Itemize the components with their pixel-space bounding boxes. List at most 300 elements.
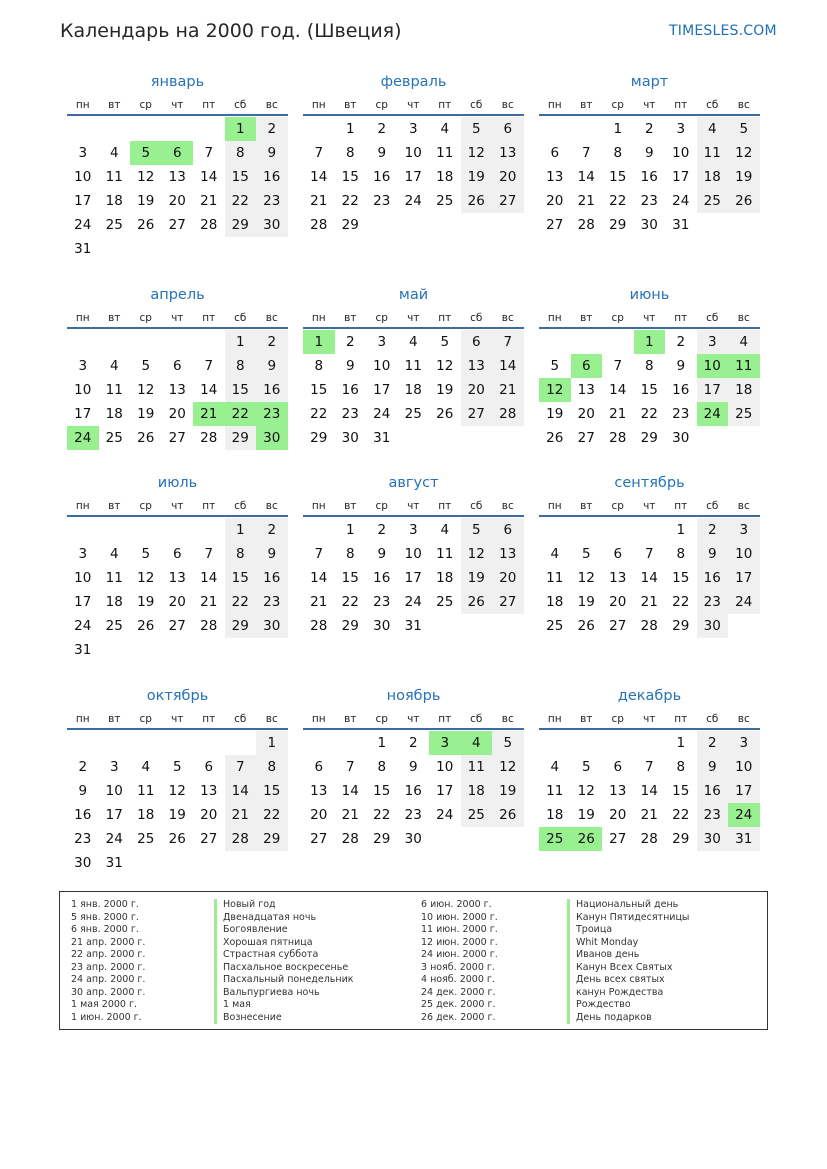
day-cell: 20: [168, 594, 186, 610]
day-cell: 6: [492, 117, 524, 141]
day-cell: 14: [310, 169, 328, 185]
day-cell: 20: [492, 165, 524, 189]
day-cell: 28: [310, 618, 328, 634]
day-cell: 19: [492, 779, 524, 803]
day-cell: 25: [404, 406, 422, 422]
day-cell: 17: [74, 193, 92, 209]
weekday-header: [539, 95, 760, 116]
day-cell: 26: [492, 803, 524, 827]
day-cell: 16: [341, 382, 359, 398]
weekday-label: пт: [438, 712, 452, 725]
day-cell: 28: [200, 618, 218, 634]
day-cell: 5: [728, 117, 760, 141]
weekday-label: ср: [375, 311, 388, 324]
day-cell: 8: [644, 358, 654, 374]
weekday-label: чт: [407, 98, 420, 111]
holiday-day-cell: 21: [193, 402, 225, 426]
day-cell: 18: [105, 406, 123, 422]
day-cell: 31: [74, 241, 92, 257]
day-cell: 12: [492, 755, 524, 779]
day-cell: 28: [492, 402, 524, 426]
day-cell: 27: [168, 618, 186, 634]
day-cell: 15: [609, 169, 627, 185]
weekday-label: сб: [234, 311, 247, 324]
day-cell: 10: [728, 755, 760, 779]
day-cell: 13: [168, 169, 186, 185]
day-cell: 23: [341, 406, 359, 422]
weekday-label: вт: [108, 311, 121, 324]
month-block: [303, 71, 524, 237]
day-cell: 2: [676, 334, 686, 350]
day-cell: 9: [377, 546, 387, 562]
day-cell: 11: [546, 570, 564, 586]
day-cell: 9: [697, 542, 729, 566]
day-cell: 15: [672, 783, 690, 799]
day-cell: 27: [310, 831, 328, 847]
day-cell: 4: [408, 334, 418, 350]
day-cell: 30: [404, 831, 422, 847]
weekday-header: [539, 496, 760, 517]
weekday-header: [67, 95, 288, 116]
empty-cell: [634, 518, 666, 542]
day-cell: 28: [225, 827, 257, 851]
days-grid: [303, 731, 524, 851]
day-cell: 23: [373, 594, 391, 610]
day-cell: 19: [577, 807, 595, 823]
day-cell: 3: [377, 334, 387, 350]
empty-cell: [193, 117, 225, 141]
day-cell: 12: [436, 358, 454, 374]
day-cell: 6: [613, 759, 623, 775]
weekday-label: пт: [438, 311, 452, 324]
days-grid: [539, 330, 760, 450]
day-cell: 19: [728, 165, 760, 189]
holiday-date: 4 нояб. 2000 г.: [421, 974, 495, 985]
weekday-label: сб: [706, 311, 719, 324]
day-cell: 1: [613, 121, 623, 137]
day-cell: 11: [461, 755, 493, 779]
day-cell: 16: [373, 570, 391, 586]
day-cell: 16: [697, 566, 729, 590]
holiday-date: 22 апр. 2000 г.: [71, 949, 146, 960]
weekday-label: ср: [611, 712, 624, 725]
day-cell: 2: [78, 759, 88, 775]
day-cell: 13: [200, 783, 218, 799]
day-cell: 7: [644, 546, 654, 562]
empty-cell: [99, 731, 131, 755]
day-cell: 20: [492, 566, 524, 590]
day-cell: 26: [577, 618, 595, 634]
day-cell: 11: [697, 141, 729, 165]
empty-cell: [130, 117, 162, 141]
weekday-label: сб: [234, 499, 247, 512]
day-cell: 10: [404, 145, 422, 161]
day-cell: 23: [697, 590, 729, 614]
day-cell: 4: [109, 145, 119, 161]
day-cell: 14: [225, 779, 257, 803]
weekday-label: сб: [234, 98, 247, 111]
weekday-label: ср: [375, 98, 388, 111]
day-cell: 1: [345, 522, 355, 538]
day-cell: 28: [609, 430, 627, 446]
day-cell: 8: [345, 145, 355, 161]
empty-cell: [67, 330, 99, 354]
holiday-day-cell: 11: [728, 354, 760, 378]
weekday-label: ср: [139, 311, 152, 324]
weekday-label: пт: [674, 311, 688, 324]
days-grid: [303, 117, 524, 237]
weekday-label: ср: [375, 499, 388, 512]
day-cell: 3: [728, 518, 760, 542]
day-cell: 29: [225, 614, 257, 638]
day-cell: 17: [436, 783, 454, 799]
day-cell: 29: [256, 827, 288, 851]
day-cell: 29: [225, 213, 257, 237]
day-cell: 5: [172, 759, 182, 775]
day-cell: 15: [341, 570, 359, 586]
day-cell: 21: [310, 193, 328, 209]
day-cell: 17: [74, 594, 92, 610]
weekday-label: сб: [470, 499, 483, 512]
day-cell: 9: [377, 145, 387, 161]
weekday-label: сб: [706, 98, 719, 111]
holiday-day-cell: 5: [130, 141, 162, 165]
day-cell: 17: [697, 378, 729, 402]
day-cell: 15: [256, 779, 288, 803]
day-cell: 26: [436, 406, 454, 422]
day-cell: 20: [609, 807, 627, 823]
day-cell: 1: [256, 731, 288, 755]
day-cell: 30: [697, 827, 729, 851]
empty-cell: [99, 330, 131, 354]
empty-cell: [602, 731, 634, 755]
empty-cell: [602, 518, 634, 542]
day-cell: 13: [492, 141, 524, 165]
weekday-header: [303, 496, 524, 517]
day-cell: 12: [461, 542, 493, 566]
day-cell: 8: [377, 759, 387, 775]
weekday-label: чт: [171, 98, 184, 111]
empty-cell: [571, 117, 603, 141]
empty-cell: [162, 731, 194, 755]
day-cell: 25: [105, 217, 123, 233]
holiday-day-cell: 3: [429, 731, 461, 755]
holiday-names-right: [567, 899, 689, 1024]
weekday-label: вс: [737, 98, 750, 111]
days-grid: [67, 731, 288, 875]
month-block: [67, 71, 288, 261]
weekday-label: вт: [580, 712, 593, 725]
day-cell: 7: [204, 546, 214, 562]
day-cell: 11: [546, 783, 564, 799]
day-cell: 16: [256, 566, 288, 590]
day-cell: 29: [373, 831, 391, 847]
day-cell: 26: [546, 430, 564, 446]
day-cell: 2: [697, 518, 729, 542]
holiday-date: 26 дек. 2000 г.: [421, 1011, 496, 1023]
day-cell: 5: [492, 731, 524, 755]
day-cell: 29: [672, 618, 690, 634]
day-cell: 22: [341, 594, 359, 610]
holiday-day-cell: 4: [461, 731, 493, 755]
day-cell: 29: [640, 430, 658, 446]
empty-cell: [130, 330, 162, 354]
day-cell: 15: [672, 570, 690, 586]
month-block: [67, 472, 288, 662]
weekday-label: вс: [737, 311, 750, 324]
holiday-day-cell: 1: [634, 330, 666, 354]
holiday-names-left: [214, 899, 354, 1024]
day-cell: 21: [200, 193, 218, 209]
day-cell: 20: [609, 594, 627, 610]
day-cell: 6: [172, 546, 182, 562]
day-cell: 3: [78, 145, 88, 161]
day-cell: 26: [137, 618, 155, 634]
day-cell: 27: [200, 831, 218, 847]
holiday-name: Иванов день: [567, 949, 689, 962]
weekday-label: вс: [265, 712, 278, 725]
weekday-header: [67, 496, 288, 517]
day-cell: 11: [105, 570, 123, 586]
holiday-date: 21 апр. 2000 г.: [71, 936, 146, 948]
day-cell: 2: [377, 121, 387, 137]
day-cell: 22: [373, 807, 391, 823]
days-grid: [303, 518, 524, 638]
weekday-header: [539, 709, 760, 730]
day-cell: 11: [436, 546, 454, 562]
day-cell: 13: [168, 570, 186, 586]
weekday-label: ср: [611, 311, 624, 324]
day-cell: 25: [137, 831, 155, 847]
day-cell: 15: [225, 566, 257, 590]
day-cell: 7: [314, 546, 324, 562]
day-cell: 6: [550, 145, 560, 161]
holiday-day-cell: 1: [303, 330, 335, 354]
holiday-day-cell: 6: [571, 354, 603, 378]
day-cell: 14: [577, 169, 595, 185]
empty-cell: [335, 731, 367, 755]
empty-cell: [571, 518, 603, 542]
day-cell: 15: [225, 378, 257, 402]
day-cell: 8: [676, 546, 686, 562]
day-cell: 23: [256, 189, 288, 213]
holiday-day-cell: 30: [256, 426, 288, 450]
weekday-label: пт: [202, 98, 216, 111]
day-cell: 18: [461, 779, 493, 803]
day-cell: 22: [672, 594, 690, 610]
day-cell: 25: [436, 193, 454, 209]
days-grid: [67, 330, 288, 450]
day-cell: 17: [105, 807, 123, 823]
empty-cell: [539, 518, 571, 542]
day-cell: 28: [200, 430, 218, 446]
day-cell: 15: [225, 165, 257, 189]
day-cell: 27: [492, 189, 524, 213]
day-cell: 23: [697, 803, 729, 827]
day-cell: 12: [577, 783, 595, 799]
month-block: [539, 71, 760, 237]
day-cell: 27: [546, 217, 564, 233]
day-cell: 28: [640, 618, 658, 634]
holiday-name: Вальпургиева ночь: [214, 987, 354, 1000]
day-cell: 7: [644, 759, 654, 775]
holiday-name: Канун Всех Святых: [567, 962, 689, 975]
holiday-date: 24 апр. 2000 г.: [71, 974, 146, 985]
day-cell: 17: [74, 406, 92, 422]
day-cell: 25: [461, 803, 493, 827]
day-cell: 18: [436, 169, 454, 185]
weekday-label: вс: [501, 712, 514, 725]
day-cell: 8: [345, 546, 355, 562]
day-cell: 4: [440, 121, 450, 137]
weekday-label: пт: [438, 98, 452, 111]
day-cell: 20: [546, 193, 564, 209]
weekday-header: [539, 308, 760, 329]
day-cell: 2: [256, 117, 288, 141]
holiday-date: 6 июн. 2000 г.: [421, 899, 492, 910]
holiday-date: 1 июн. 2000 г.: [71, 1011, 142, 1023]
weekday-label: пн: [75, 311, 90, 324]
day-cell: 13: [577, 382, 595, 398]
day-cell: 29: [609, 217, 627, 233]
holiday-name: Пасхальный понедельник: [214, 974, 354, 987]
holiday-day-cell: 24: [697, 402, 729, 426]
day-cell: 21: [640, 807, 658, 823]
holiday-name: Рождество: [567, 999, 689, 1012]
day-cell: 24: [74, 217, 92, 233]
day-cell: 21: [341, 807, 359, 823]
holiday-date: 10 июн. 2000 г.: [421, 911, 498, 923]
site-link[interactable]: TIMESLES.COM: [669, 23, 777, 39]
holiday-date: 24 июн. 2000 г.: [421, 949, 498, 960]
day-cell: 14: [609, 382, 627, 398]
day-cell: 25: [728, 402, 760, 426]
day-cell: 22: [341, 193, 359, 209]
day-cell: 7: [204, 358, 214, 374]
month-title: ноябрь: [386, 688, 441, 704]
day-cell: 10: [373, 358, 391, 374]
weekday-label: вт: [108, 712, 121, 725]
day-cell: 1: [225, 330, 257, 354]
day-cell: 23: [256, 590, 288, 614]
day-cell: 10: [105, 783, 123, 799]
day-cell: 23: [404, 807, 422, 823]
day-cell: 4: [109, 546, 119, 562]
holiday-date: 1 мая 2000 г.: [71, 999, 137, 1010]
month-title: февраль: [380, 74, 447, 90]
day-cell: 7: [204, 145, 214, 161]
weekday-label: ср: [375, 712, 388, 725]
day-cell: 13: [461, 354, 493, 378]
holiday-day-cell: 22: [225, 402, 257, 426]
day-cell: 7: [613, 358, 623, 374]
holiday-name: Троица: [567, 924, 689, 937]
day-cell: 30: [640, 217, 658, 233]
weekday-label: пн: [75, 98, 90, 111]
day-cell: 30: [697, 614, 729, 638]
day-cell: 27: [492, 590, 524, 614]
day-cell: 21: [577, 193, 595, 209]
weekday-label: ср: [611, 499, 624, 512]
day-cell: 26: [137, 430, 155, 446]
day-cell: 19: [137, 406, 155, 422]
day-cell: 7: [225, 755, 257, 779]
day-cell: 2: [256, 518, 288, 542]
day-cell: 21: [640, 594, 658, 610]
weekday-label: ср: [139, 98, 152, 111]
month-block: [67, 284, 288, 450]
day-cell: 26: [728, 189, 760, 213]
weekday-label: пн: [547, 98, 562, 111]
day-cell: 22: [225, 590, 257, 614]
empty-cell: [162, 518, 194, 542]
day-cell: 18: [137, 807, 155, 823]
day-cell: 1: [676, 735, 686, 751]
day-cell: 25: [105, 430, 123, 446]
month-block: [303, 685, 524, 851]
day-cell: 12: [461, 141, 493, 165]
day-cell: 25: [546, 618, 564, 634]
day-cell: 14: [640, 570, 658, 586]
holiday-name: Канун Пятидесятницы: [567, 912, 689, 925]
day-cell: 14: [310, 570, 328, 586]
day-cell: 21: [609, 406, 627, 422]
day-cell: 24: [74, 618, 92, 634]
day-cell: 28: [640, 831, 658, 847]
day-cell: 8: [225, 141, 257, 165]
day-cell: 19: [546, 406, 564, 422]
day-cell: 11: [105, 382, 123, 398]
weekday-label: пт: [202, 712, 216, 725]
day-cell: 19: [137, 193, 155, 209]
day-cell: 17: [728, 779, 760, 803]
day-cell: 6: [613, 546, 623, 562]
empty-cell: [193, 731, 225, 755]
day-cell: 24: [404, 193, 422, 209]
day-cell: 28: [577, 217, 595, 233]
day-cell: 10: [404, 546, 422, 562]
weekday-label: чт: [643, 311, 656, 324]
day-cell: 7: [345, 759, 355, 775]
day-cell: 27: [168, 217, 186, 233]
weekday-label: вт: [344, 311, 357, 324]
day-cell: 18: [105, 193, 123, 209]
day-cell: 24: [373, 406, 391, 422]
day-cell: 14: [200, 382, 218, 398]
day-cell: 13: [546, 169, 564, 185]
day-cell: 19: [461, 165, 493, 189]
weekday-label: вт: [344, 499, 357, 512]
empty-cell: [99, 117, 131, 141]
month-title: май: [398, 287, 429, 303]
day-cell: 4: [109, 358, 119, 374]
holiday-name: Whit Monday: [567, 937, 689, 950]
day-cell: 8: [225, 354, 257, 378]
weekday-label: вт: [344, 712, 357, 725]
month-block: [303, 472, 524, 638]
weekday-label: вс: [501, 499, 514, 512]
holiday-date: 23 апр. 2000 г.: [71, 961, 146, 973]
day-cell: 20: [200, 807, 218, 823]
day-cell: 19: [137, 594, 155, 610]
holiday-date: 1 янв. 2000 г.: [71, 899, 139, 910]
page-title: Календарь на 2000 год. (Швеция): [60, 20, 402, 42]
weekday-label: пн: [311, 311, 326, 324]
day-cell: 4: [728, 330, 760, 354]
day-cell: 21: [310, 594, 328, 610]
day-cell: 9: [345, 358, 355, 374]
day-cell: 12: [577, 570, 595, 586]
